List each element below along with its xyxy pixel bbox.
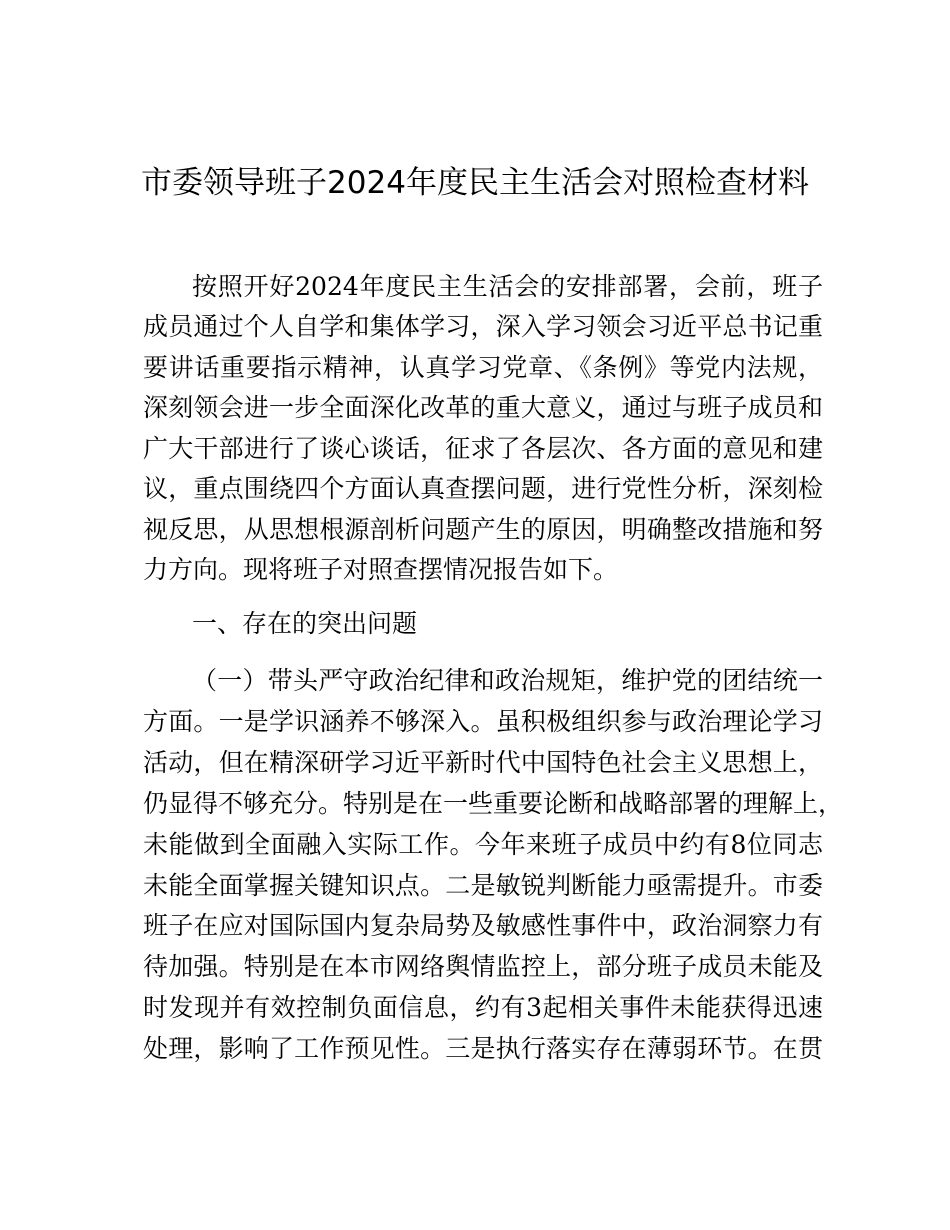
paragraph-line: 力方向。现将班子对照查摆情况报告如下。 bbox=[143, 555, 619, 584]
section-heading: 一、存在的突出问题 bbox=[192, 609, 418, 638]
paragraph-line: 方面。一是学识涵养不够深入。虽积极组织参与政治理论学习 bbox=[143, 707, 823, 736]
paragraph-line: 班子在应对国际国内复杂局势及敏感性事件中，政治洞察力有 bbox=[143, 911, 823, 940]
paragraph-line: 议，重点围绕四个方面认真查摆问题，进行党性分析，深刻检 bbox=[143, 474, 823, 503]
paragraph-line: 处理，影响了工作预见性。三是执行落实存在薄弱环节。在贯 bbox=[143, 1034, 823, 1063]
paragraph-line: 未能全面掌握关键知识点。二是敏锐判断能力亟需提升。市委 bbox=[143, 871, 823, 900]
paragraph-line: 仍显得不够充分。特别是在一些重要论断和战略部署的理解上， bbox=[143, 789, 844, 818]
paragraph-line: 成员通过个人自学和集体学习，深入学习领会习近平总书记重 bbox=[143, 312, 823, 341]
paragraph-line: 要讲话重要指示精神，认真学习党章、《条例》等党内法规， bbox=[143, 353, 823, 382]
document-title: 市委领导班子2024年度民主生活会对照检查材料 bbox=[141, 165, 809, 201]
paragraph-line: 时发现并有效控制负面信息，约有3起相关事件未能获得迅速 bbox=[143, 993, 823, 1022]
paragraph-line: 活动，但在精深研学习近平新时代中国特色社会主义思想上， bbox=[143, 748, 823, 777]
paragraph-line: 待加强。特别是在本市网络舆情监控上，部分班子成员未能及 bbox=[143, 952, 823, 981]
paragraph-line: 广大干部进行了谈心谈话，征求了各层次、各方面的意见和建 bbox=[143, 434, 823, 463]
paragraph-line: 视反思，从思想根源剖析问题产生的原因，明确整改措施和努 bbox=[143, 515, 823, 544]
paragraph-line: 深刻领会进一步全面深化改革的重大意义，通过与班子成员和 bbox=[143, 393, 823, 422]
paragraph-line: 按照开好2024年度民主生活会的安排部署，会前，班子 bbox=[192, 272, 823, 301]
paragraph-line: 未能做到全面融入实际工作。今年来班子成员中约有8位同志 bbox=[143, 830, 823, 859]
paragraph-line: （一）带头严守政治纪律和政治规矩，维护党的团结统一 bbox=[192, 666, 823, 695]
